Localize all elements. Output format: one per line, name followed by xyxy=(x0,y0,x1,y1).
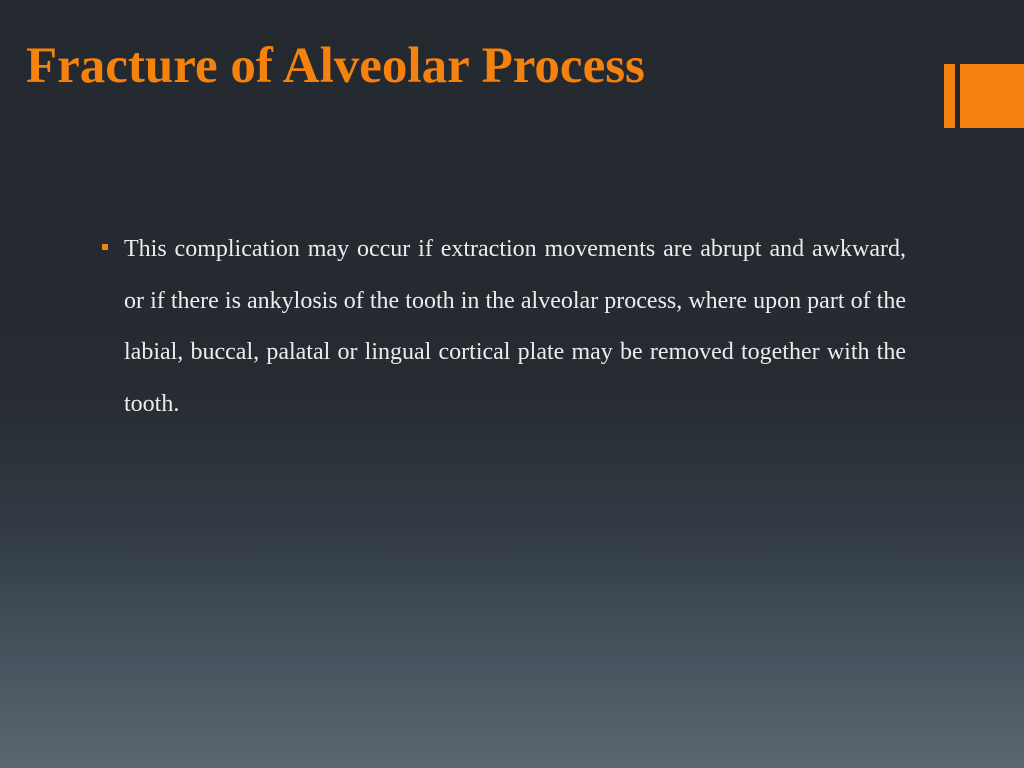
square-bullet-icon xyxy=(102,244,108,250)
bullet-text: This complication may occur if extraction movements are abrupt and awkward, or if there is ankylosis of the tooth in the alveolar process, where upon part of the labial, buccal, palatal or lingual cortical plate may be removed together with the tooth. xyxy=(124,236,906,417)
slide-title: Fracture of Alveolar Process xyxy=(26,38,645,94)
slide-content xyxy=(100,224,906,430)
accent-bar-thin xyxy=(944,64,955,128)
accent-bar-wide xyxy=(960,64,1024,128)
bullet-item xyxy=(100,224,906,430)
